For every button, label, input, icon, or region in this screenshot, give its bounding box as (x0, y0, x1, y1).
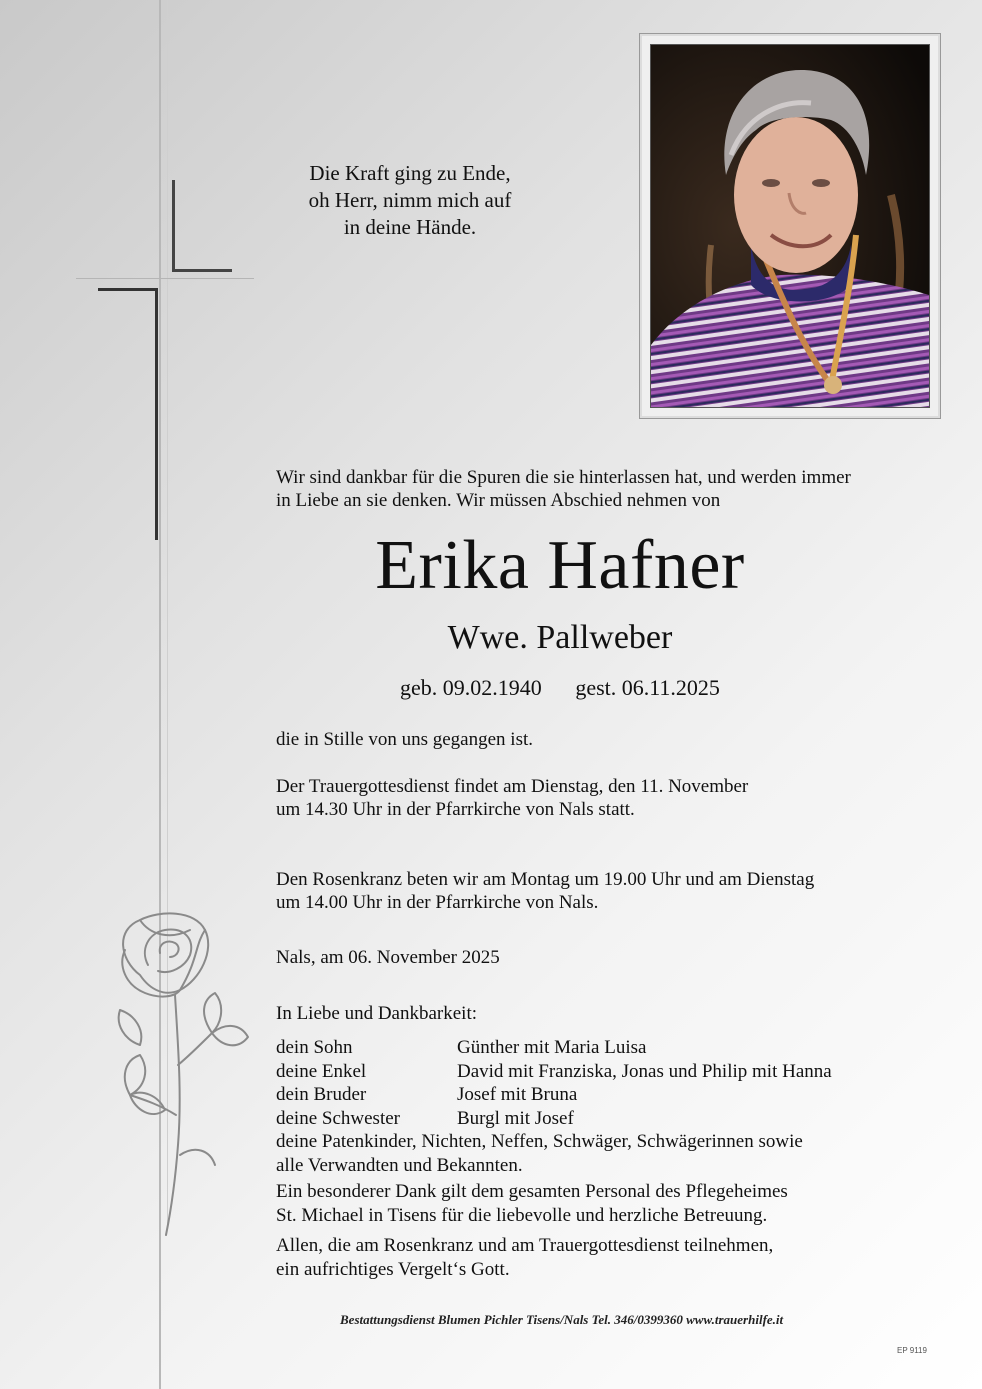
portrait-image (651, 45, 929, 407)
portrait-frame (639, 33, 941, 419)
life-dates (300, 674, 820, 702)
birth-date: geb. 09.02.1940 (400, 675, 542, 700)
cross-arm-left (98, 288, 158, 291)
death-date: gest. 06.11.2025 (575, 675, 720, 700)
relative-row (276, 1036, 832, 1060)
rosary-line: um 14.00 Uhr in der Pfarrkirche von Nals. (276, 892, 599, 913)
gott-line: Allen, die am Rosenkranz und am Trauergottesdienst teilnehmen, (276, 1235, 774, 1256)
relative-row (276, 1083, 832, 1107)
relative-row (276, 1060, 832, 1084)
relative-names: David mit Franziska, Jonas und Philip mit Hanna (457, 1060, 832, 1082)
relatives-list (276, 1036, 832, 1281)
stille-text: die in Stille von uns gegangen ist. (276, 729, 534, 750)
verse-line: Die Kraft ging zu Ende, (309, 161, 511, 185)
verse (260, 160, 560, 241)
intro-line: Wir sind dankbar für die Spuren die sie hinterlassen hat, und werden immer (276, 467, 851, 488)
relative-names: Josef mit Bruna (457, 1084, 578, 1105)
portrait-photo (650, 44, 930, 408)
service-line: um 14.30 Uhr in der Pfarrkirche von Nals statt. (276, 799, 635, 820)
relative-role: deine Schwester (276, 1107, 400, 1129)
relative-role: deine Enkel (276, 1060, 367, 1082)
relative-names: Günther mit Maria Luisa (457, 1037, 647, 1058)
intro-text (276, 466, 851, 512)
intro-line: in Liebe an sie denken. Wir müssen Abschied nehmen von (276, 490, 721, 511)
cross-crossbar-light (76, 278, 254, 279)
relative-row (276, 1107, 832, 1131)
verse-line: in deine Hände. (343, 215, 477, 239)
cross-arm-right (172, 269, 232, 272)
rose-icon (100, 905, 260, 1245)
relative-role: dein Sohn (276, 1037, 353, 1058)
rosary-text (276, 868, 814, 914)
cross-upper-stem (172, 180, 175, 272)
rosary-line: Den Rosenkranz beten wir am Montag um 19.00 Uhr und am Dienstag (276, 869, 815, 890)
deceased-name: Erika Hafner (375, 527, 745, 604)
funeral-service-footer: Bestattungsdienst Blumen Pichler Tisens/Nals Tel. 346/0399360 www.trauerhilfe.it (340, 1312, 784, 1327)
service-line: Der Trauergottesdienst findet am Dienstag, den 11. November (276, 776, 749, 797)
cross-stem (155, 290, 158, 540)
thanks-line: Ein besonderer Dank gilt dem gesamten Personal des Pflegeheimes (276, 1181, 788, 1202)
template-code: EP 9119 (897, 1346, 927, 1355)
relatives-more-line: deine Patenkinder, Nichten, Neffen, Schwäger, Schwägerinnen sowie (276, 1131, 803, 1152)
place-date: Nals, am 06. November 2025 (276, 947, 500, 968)
thanks-line: St. Michael in Tisens für die liebevolle und herzliche Betreuung. (276, 1204, 768, 1226)
service-text (276, 775, 748, 821)
verse-line: oh Herr, nimm mich auf (308, 188, 512, 212)
love-heading: In Liebe und Dankbarkeit: (276, 1003, 478, 1024)
gott-line: ein aufrichtiges Vergelt‘s Gott. (276, 1258, 510, 1280)
relatives-more-line: alle Verwandten und Bekannten. (276, 1154, 523, 1176)
relative-names: Burgl mit Josef (457, 1107, 574, 1129)
deceased-maiden-name: Wwe. Pallweber (447, 619, 673, 656)
relative-role: dein Bruder (276, 1084, 367, 1105)
